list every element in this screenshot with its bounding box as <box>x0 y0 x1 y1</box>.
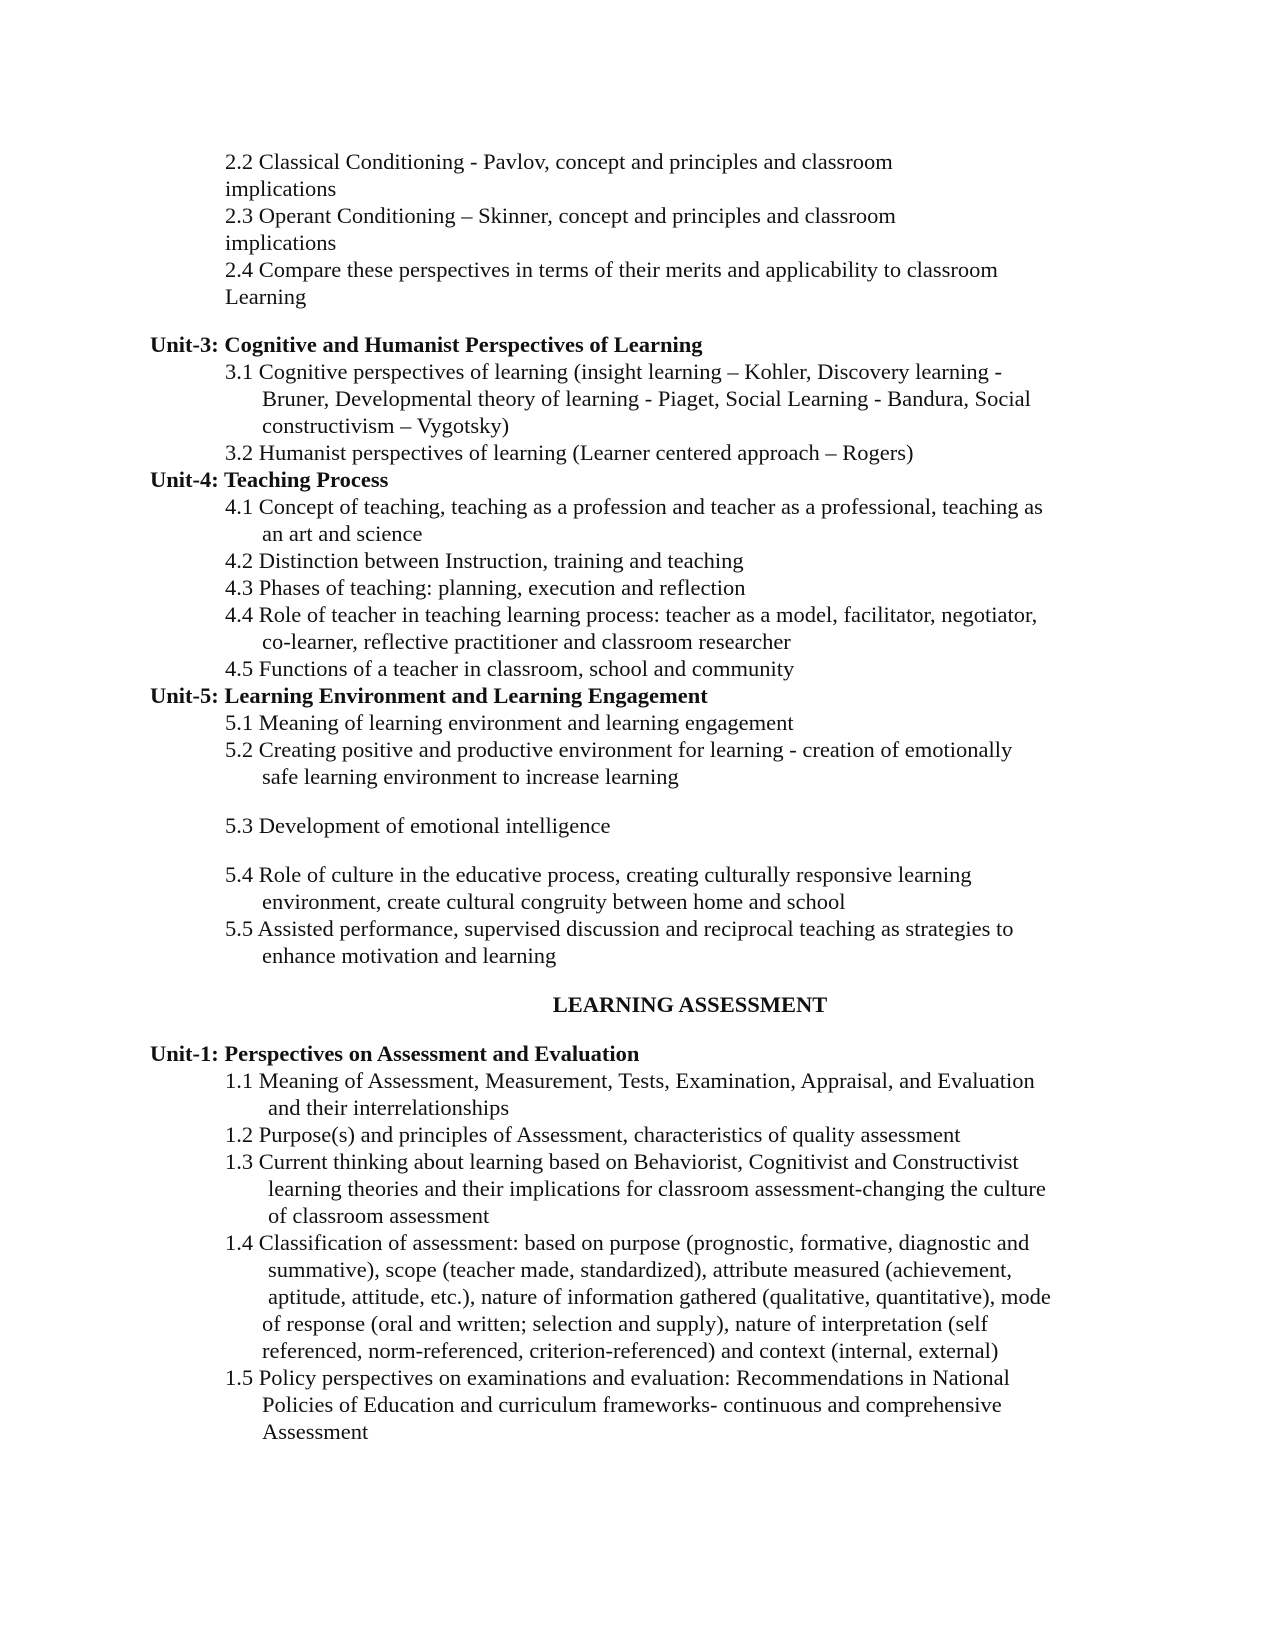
item-3-1-cont: constructivism – Vygotsky) <box>262 413 510 438</box>
item-3-1: 3.1 Cognitive perspectives of learning (insight learning – Kohler, Discovery learning - <box>225 359 1003 384</box>
item-1-4-cont: referenced, norm-referenced, criterion-referenced) and context (internal, external) <box>262 1338 999 1363</box>
item-2-4-cont: Learning <box>225 284 307 309</box>
item-1-3: 1.3 Current thinking about learning based on Behaviorist, Cognitivist and Constructivist <box>225 1149 1019 1174</box>
page-content <box>150 148 1150 1445</box>
item-1-1: 1.1 Meaning of Assessment, Measurement, Tests, Examination, Appraisal, and Evaluation <box>225 1068 1035 1093</box>
item-3-2: 3.2 Humanist perspectives of learning (Learner centered approach – Rogers) <box>225 440 914 465</box>
item-5-4-cont: environment, create cultural congruity between home and school <box>262 889 846 914</box>
item-1-1-cont: and their interrelationships <box>268 1095 510 1120</box>
item-4-4: 4.4 Role of teacher in teaching learning process: teacher as a model, facilitator, negotiator, <box>225 602 1038 627</box>
item-4-5: 4.5 Functions of a teacher in classroom, school and community <box>225 656 795 681</box>
item-1-4-cont: aptitude, attitude, etc.), nature of information gathered (qualitative, quantitative), mode <box>268 1284 1051 1309</box>
section-title: LEARNING ASSESSMENT <box>552 992 828 1017</box>
item-5-5: 5.5 Assisted performance, supervised discussion and reciprocal teaching as strategies to <box>225 916 1014 941</box>
item-1-2: 1.2 Purpose(s) and principles of Assessment, characteristics of quality assessment <box>225 1122 961 1147</box>
item-5-4: 5.4 Role of culture in the educative process, creating culturally responsive learning <box>225 862 972 887</box>
item-2-2-cont: implications <box>225 176 337 201</box>
item-1-4: 1.4 Classification of assessment: based on purpose (prognostic, formative, diagnostic and <box>225 1230 1030 1255</box>
unit4-heading: Unit-4: Teaching Process <box>150 467 389 492</box>
unit5-heading: Unit-5: Learning Environment and Learning Engagement <box>150 683 708 708</box>
item-1-3-cont: of classroom assessment <box>268 1203 490 1228</box>
item-2-3-cont: implications <box>225 230 337 255</box>
unit3-section <box>150 331 1150 466</box>
la-unit1-section <box>150 1040 1150 1445</box>
unit2-continuation <box>150 148 1150 310</box>
item-4-1: 4.1 Concept of teaching, teaching as a profession and teacher as a professional, teaching as <box>225 494 1043 519</box>
item-5-2: 5.2 Creating positive and productive environment for learning - creation of emotionally <box>225 737 1013 762</box>
item-2-2: 2.2 Classical Conditioning - Pavlov, concept and principles and classroom <box>225 149 893 174</box>
item-1-4-cont: of response (oral and written; selection and supply), nature of interpretation (self <box>262 1311 989 1336</box>
item-1-3-cont: learning theories and their implications for classroom assessment-changing the culture <box>268 1176 1046 1201</box>
la-unit1-heading: Unit-1: Perspectives on Assessment and Evaluation <box>150 1041 640 1066</box>
item-1-4-cont: summative), scope (teacher made, standardized), attribute measured (achievement, <box>268 1257 1013 1282</box>
item-5-3: 5.3 Development of emotional intelligence <box>225 813 611 838</box>
unit3-heading: Unit-3: Cognitive and Humanist Perspectives of Learning <box>150 332 703 357</box>
item-1-5-cont: Assessment <box>262 1419 369 1444</box>
unit5-section <box>150 682 1150 969</box>
item-1-5: 1.5 Policy perspectives on examinations and evaluation: Recommendations in National <box>225 1365 1010 1390</box>
item-4-1-cont: an art and science <box>262 521 423 546</box>
item-2-4: 2.4 Compare these perspectives in terms of their merits and applicability to classroom <box>225 257 998 282</box>
item-5-2-cont: safe learning environment to increase learning <box>262 764 679 789</box>
item-2-3: 2.3 Operant Conditioning – Skinner, concept and principles and classroom <box>225 203 896 228</box>
unit4-section <box>150 466 1150 682</box>
item-4-4-cont: co-learner, reflective practitioner and classroom researcher <box>262 629 791 654</box>
item-1-5-cont: Policies of Education and curriculum frameworks- continuous and comprehensive <box>262 1392 1002 1417</box>
item-4-3: 4.3 Phases of teaching: planning, execution and reflection <box>225 575 746 600</box>
item-5-1: 5.1 Meaning of learning environment and learning engagement <box>225 710 794 735</box>
item-4-2: 4.2 Distinction between Instruction, training and teaching <box>225 548 744 573</box>
item-5-5-cont: enhance motivation and learning <box>262 943 557 968</box>
item-3-1-cont: Bruner, Developmental theory of learning - Piaget, Social Learning - Bandura, Social <box>262 386 1031 411</box>
